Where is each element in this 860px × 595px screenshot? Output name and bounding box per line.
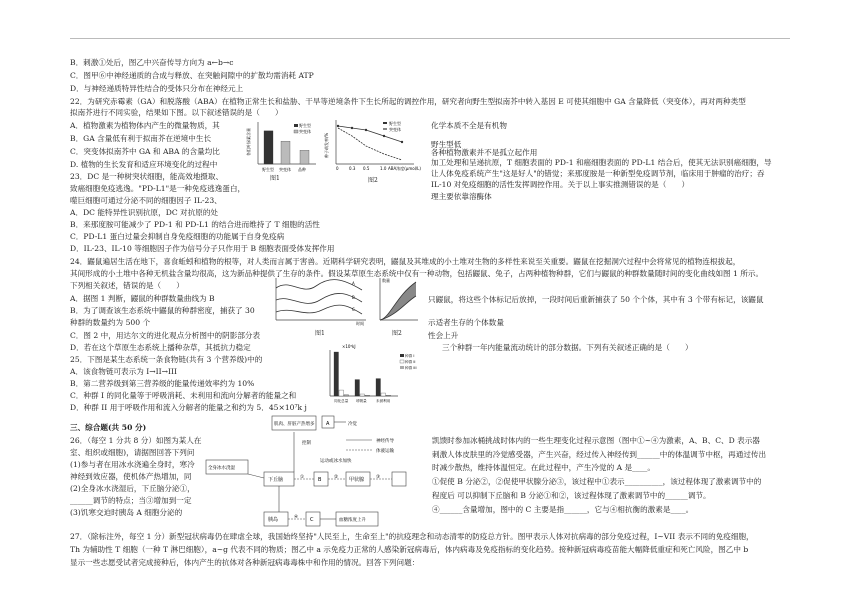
legend-swatch: [400, 360, 404, 363]
tick-label: 0: [336, 166, 339, 171]
text-line: (2)全身冰水浇湿后，下丘脑分泌①，: [70, 484, 195, 493]
option-d: D．IL-23、IL-10 等细胞因子作为信号分子只作用于 B 细胞表面受体发挥作用: [70, 244, 335, 253]
option-b-cont: 只鼹鼠，将这些个体标记后放掉，一段时间后重新捕获了 50 个个体，其中有 3 个带有标记，该鼹鼠: [428, 295, 764, 304]
q23-cont: 加工处理和呈递抗原，T 细胞表面的 PD-1 和癌细胞表面的 PD-L1 结合后，使其无法识别癌细胞，导: [431, 158, 772, 167]
option-d: D．若在这个草原生态系统上播种杂草，其抵抗力稳定: [70, 343, 251, 352]
x-axis-label: 时间: [356, 321, 364, 326]
figure-caption: 图2: [392, 330, 402, 337]
question-27: 27．（除标注外，每空 1 分）新型冠状病毒仍在肆虐全球，我国始终坚持"人民至上，生命至上"的抗疫理念和动态清零的防疫总方针。图甲表示人体对抗病毒的部分免疫过程，I~VII 表示不同的免疫细胞，: [70, 532, 754, 541]
option-a: A．DC 能特异性识别抗原，DC 对抗原的处: [70, 208, 219, 217]
node-label: 血糖浓度上升: [339, 518, 366, 523]
category-label: 野生型: [262, 167, 274, 172]
figure-caption: 图1: [270, 175, 280, 182]
option-b: B．GA 含量低有利于拟南芥在逆境中生长: [70, 134, 212, 143]
legend-label: 种群 III: [405, 366, 417, 370]
question-22: 22．为研究赤霉素（GA）和脱落酸（ABA）在植物正常生长和盐胁、干旱等逆境条件下生长所起的调控作用，研究者向野生型拟南芥中转入基因 E 可使其细胞中 GA 含量降低（突变体），再对两种类型: [70, 97, 746, 106]
legend-label: 突变体: [389, 127, 401, 132]
bar: [339, 390, 344, 396]
option-c: C．PD-L1 蛋白过量会抑制自身免疫细胞的功能属于自身免疫病: [70, 232, 285, 241]
q23-cont: IL-10 对免疫细胞的活性发挥调控作用。关于以上事实推测错误的是（ ）: [431, 180, 690, 189]
legend-swatch: [383, 122, 387, 124]
option-d: D．种群 II 用于呼吸作用和流入分解者的能量之和约为 5．45×10⁷k j: [70, 403, 307, 412]
q25-bar-chart: [318, 342, 422, 404]
arrow: [248, 474, 264, 478]
node-label: 下丘脑: [268, 477, 284, 483]
node-label: 控制: [302, 441, 311, 446]
node-label: ①: [300, 475, 305, 480]
y-axis-label: 种子萌发率/%: [324, 132, 329, 158]
data-point: [383, 135, 385, 137]
text-line: C．图甲⑥中神经递质的合成与释放、在突触间隙中的扩散均需消耗 ATP: [70, 71, 314, 80]
category-label: 突变体: [279, 167, 291, 172]
top-rule: [70, 38, 790, 39]
q26-cont: 凯馈时参加冰桶挑战时体内的一些生理变化过程示意图（图中①~④为激素，A、B、C、D 表示器: [432, 436, 760, 445]
y-axis-label: 各组叶绿素含量: [246, 128, 251, 156]
option-a: A．该食物链可表示为 I→II→III: [70, 367, 177, 376]
option-d-cont: 各种植物激素并不是孤立起作用: [431, 148, 538, 157]
legend-label: 种群 I: [405, 354, 415, 358]
x-axis-label: ABA浓度(μmol/L): [388, 166, 421, 171]
q26-cont: 时减少散热，维持体温恒定。在此过程中，产生冷觉的 A 是____。: [432, 463, 655, 472]
category-label: 未被利用: [376, 399, 391, 403]
question-23: 23．DC 是一种树突状细胞，能高效地摄取、: [70, 172, 224, 181]
option-a: A．植物激素为植物体内产生的微量物质，其: [70, 121, 220, 130]
option-b: B．第二营养级到第三营养级的能量传递效率约为 10%: [70, 379, 255, 388]
q23-cont: 让人体免疫系统产生"这是好人"的错觉；来那度胺是一种新型免疫调节剂，临床用于肿瘤的治疗；吞: [431, 169, 765, 178]
option-c-cont: 野生型低: [431, 140, 462, 149]
option-c: C．突变体拟南芥中 GA 和 ABA 的含量均比: [70, 147, 220, 156]
text-line: D．与神经递质特异性结合的受体只分布在神经元上: [70, 84, 244, 93]
curve-label: B: [352, 295, 355, 300]
q22-bar-chart: [246, 118, 318, 174]
curve-b: [276, 293, 362, 303]
text-line: 种群的数量约为 500 个: [70, 318, 151, 327]
option-c: C．种群 I 的同化量等于呼吸消耗、未利用和流向分解者的能量之和: [70, 391, 297, 400]
option-d: D. 植物的生长发育和适应环境变化的过程中: [70, 160, 218, 169]
bar: [376, 379, 381, 396]
question-24: 24．鼹鼠遍居生活在地下，喜食蚯蚓和植物的根等，对人类而言属于害兽。近期科学研究表明，鼹鼠及其堆成的小土堆对生物的多样性来说至关重要。鼹鼠在挖掘洞穴过程中会将常见的植物连根拔起，: [70, 257, 741, 266]
data-point: [337, 125, 339, 127]
category-label: 呼吸量: [356, 399, 367, 403]
category-label: 品种: [298, 167, 306, 172]
text-line: 致癌细胞免疫逃逸。"PD-L1"是一种免疫逃逸蛋白，: [70, 184, 246, 193]
text-line: 神经到效应器，使机体产热增加，同: [70, 472, 192, 481]
bar: [334, 352, 339, 396]
data-point: [401, 141, 403, 143]
series-line-mutant: [338, 128, 402, 160]
option-c: C．图 2 中，用达尔文的进化观点分析图中的阴影部分表: [70, 331, 261, 340]
node-label: ③: [376, 475, 381, 480]
text-line: 显示一些志愿受试者完成接种后，体内产生的抗体对各种新冠病毒毒株中和作用的情况。回答下列问题：: [70, 558, 420, 567]
legend-swatch: [383, 128, 387, 130]
text-line: 噬巨细胞可通过分泌不同的细胞因子 IL-23、: [70, 196, 222, 205]
q24-population-curves: [270, 276, 370, 326]
option-a-cont: 理主要依靠溶酶体: [431, 192, 492, 201]
q26-cont: ①促使 B 分泌②，②促使甲状腺分泌③，该过程中①表示__________，该过程体现了激素调节中的: [432, 477, 762, 486]
curve-label: C: [352, 307, 355, 312]
text-line: ______调节的特点；当③增加到一定: [70, 496, 192, 505]
legend-label: 野生型: [389, 121, 401, 126]
q26-flow-diagram: [196, 412, 432, 530]
question-26: 26．（每空 1 分共 8 分）如图为某人在: [70, 436, 202, 445]
tick-label: 0.5: [363, 166, 370, 171]
tick-label: 0.3: [349, 166, 356, 171]
bar: [344, 395, 349, 396]
option-c-cont: 示适者生存的个体数量: [428, 318, 504, 327]
y-axis-label: 数量: [382, 278, 390, 283]
bar: [355, 380, 360, 396]
node-label: 运动或冰水加快: [320, 459, 352, 464]
node-label: C: [310, 517, 314, 523]
legend-swatch: [294, 130, 298, 133]
box-d: [392, 472, 406, 486]
bar-group: [264, 131, 309, 164]
bar: [365, 395, 370, 396]
bar: [264, 131, 273, 164]
q25-cont: 三个种群一年内能量流动统计的部分数据。下列有关叙述正确的是（ ）: [442, 343, 693, 352]
curve-a: [276, 280, 362, 290]
node-label: B: [318, 477, 322, 483]
legend-label: 突变体: [299, 129, 311, 134]
text-line: 下列相关叙述，错误的是（ ）: [70, 281, 184, 290]
q26-cont: 程度后 可以抑制下丘脑和 B 分泌①和②，该过程体现了激素调节中的______调节。: [432, 491, 711, 500]
data-point: [351, 127, 353, 129]
figure-caption: 图2: [368, 177, 378, 184]
node-label: ②: [334, 475, 339, 480]
question-25: 25．下图是某生态系统一条食物链(共有 3 个营养级)中的: [70, 355, 263, 364]
bar: [300, 150, 309, 164]
q24-shaded-curve: [376, 276, 420, 326]
legend-label: 神经传导: [376, 439, 394, 444]
figure-caption: 图1: [315, 330, 325, 337]
curve-c: [276, 305, 362, 314]
legend-label: 种群 II: [405, 360, 416, 364]
node-label: 冷觉: [348, 422, 357, 427]
node-label: 胰岛: [268, 517, 279, 523]
option-b: B．来那度胺可能减少了 PD-1 和 PD-L1 的结合进而维持了 T 细胞的活性: [70, 220, 320, 229]
q22-line-chart: [322, 116, 422, 176]
option-a: A．据图 1 判断，鼹鼠的种群数量曲线为 B: [70, 294, 215, 303]
bar: [386, 395, 391, 396]
text-line: B．刺激①处后，图乙中兴奋传导方向为 a←b→c: [70, 58, 234, 67]
text-line: 拟南芥进行不同实验，结果如下图。以下叙述错误的是（ ）: [70, 108, 283, 117]
text-line: 其间形成的小土堆中各种无机盐含量均很高，这为新品种提供了生存的条件。假设某草原生态系统中仅有一种动物，包括鼹鼠、兔子，占两种植物种群，它们与鼹鼠的种群数量随时间的变化曲线如图 1 所示。: [70, 269, 764, 278]
option-d-cont: 性会上升: [428, 331, 459, 340]
legend-label: 体液运输: [376, 449, 394, 454]
bar: [281, 141, 290, 164]
section-heading: 三、综合题(共 50 分): [70, 423, 147, 432]
category-label: 同化总量: [334, 399, 349, 403]
node-label: 全身冰水浇湿: [208, 466, 235, 471]
chart-unit: ×10⁵kJ: [342, 344, 356, 349]
q26-cont: ④______含量增加，图中的 C 主要是指______，它与④相抗衡的激素是____。: [432, 505, 694, 514]
text-line: (1)参与者在用冰水浇遍全身时，寒冷: [70, 460, 195, 469]
bar: [360, 394, 365, 396]
q26-cont: 刺激人体皮肤里的冷觉感受器，产生兴奋，经过传入神经传到______中的体温调节中枢，再通过传出: [432, 450, 767, 459]
option-b: B．为了调查该生态系统中鼹鼠的种群密度，捕获了 30: [70, 306, 255, 315]
option-a-cont: 化学本质不全是有机物: [431, 121, 507, 130]
node-label: 甲状腺: [349, 477, 365, 483]
legend-swatch: [400, 366, 404, 369]
bar: [381, 393, 386, 396]
text-line: (3)饥寒交迫时胰岛 A 细胞分泌的: [70, 508, 183, 517]
node-label: A: [326, 421, 330, 427]
legend-swatch: [400, 354, 404, 357]
data-point: [365, 129, 367, 131]
text-line: Th 为辅助性 T 细胞（一种 T 淋巴细胞），a~g 代表不同的物质；图乙中 a 示免疫力正常的人感染新冠病毒后，体内病毒及免疫指标的变化趋势。接种新冠病毒疫苗能大幅降低重症和死亡风险，图乙中 b: [70, 545, 749, 554]
node-label: 肌肉、肝脏产热增多: [274, 422, 315, 427]
legend-swatch: [294, 124, 298, 127]
legend-label: 野生型: [299, 123, 311, 128]
text-line: 室、组织或细胞)，请据图回答下列问: [70, 448, 195, 457]
node-label: ④: [294, 515, 299, 520]
curve-label: A: [352, 281, 355, 286]
bar-groups: [334, 352, 391, 396]
tick-label: 1.0: [380, 166, 387, 171]
